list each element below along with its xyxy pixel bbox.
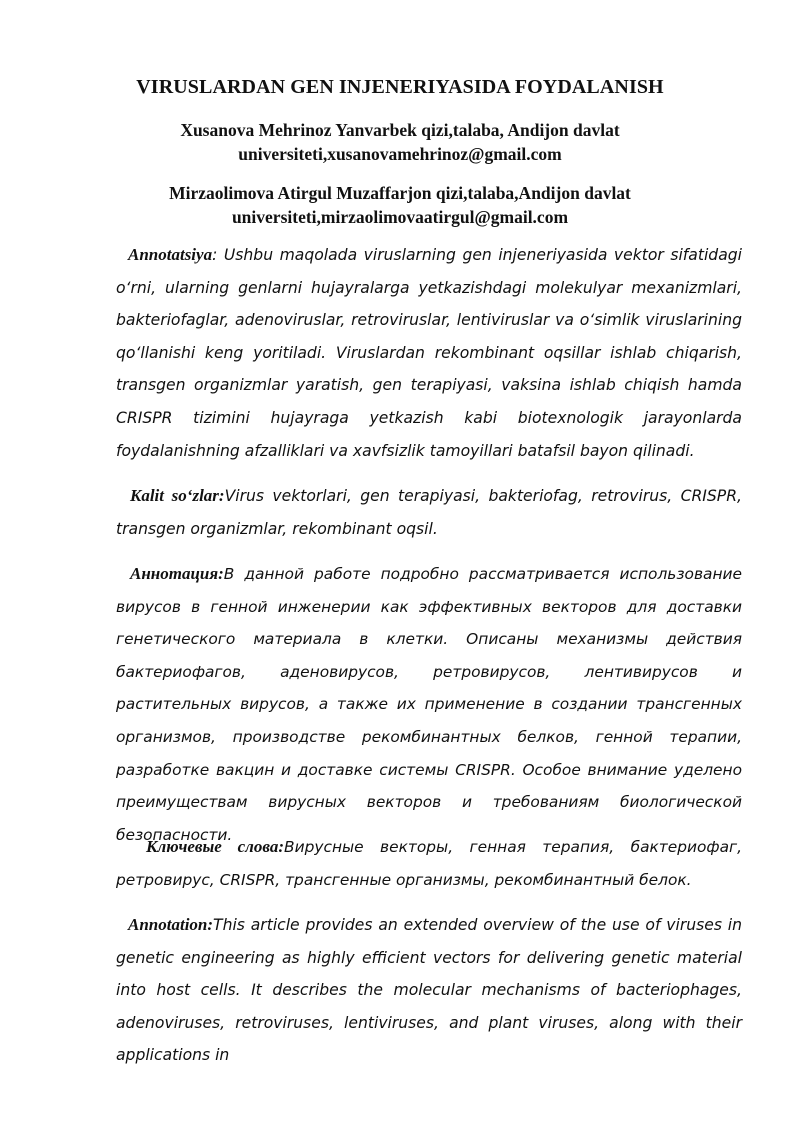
keywords-uz-label: Kalit so‘zlar: bbox=[130, 486, 225, 505]
author-2-affiliation-line: universiteti,mirzaolimovaatirgul@gmail.com bbox=[231, 207, 569, 227]
abstract-uz-label: Annotatsiya bbox=[128, 245, 213, 264]
paper-title: VIRUSLARDAN GEN INJENERIYASIDA FOYDALANISH bbox=[136, 76, 664, 98]
author-2-name-line: Mirzaolimova Atirgul Muzaffarjon qizi,talaba,Andijon davlat bbox=[169, 183, 631, 203]
keywords-ru-label: Ключевые слова: bbox=[146, 837, 285, 856]
abstract-ru-label: Аннотация: bbox=[130, 564, 224, 583]
keywords-ru-text: Вирусные векторы, генная терапия, бактериофаг, ретровирус, CRISPR, трансгенные организмы, рекомбинантный белок. bbox=[116, 838, 742, 889]
abstract-uz-text: : Ushbu maqolada viruslarning gen injeneriyasida vektor sifatidagi o‘rni, ularning genlarni hujayralarga yetkazishdagi molekulyar mexanizmlari, bakteriofaglar, adenoviruslar, retroviruslar, lentiviruslar va o‘simlik viruslarining qo‘llanishi keng yoritiladi. Viruslardan rekombinant oqsillar ishlab chiqarish, transgen organizmlar yaratish, gen terapiyasi, vaksina ishlab chiqish hamda CRISPR tizimini hujayraga yetkazish kabi biotexnologik jarayonlarda foydalanishning afzalliklari va xavfsizlik tamoyillari batafsil bayon qilinadi. bbox=[116, 246, 742, 460]
author-2 bbox=[120, 181, 680, 229]
abstract-ru bbox=[116, 558, 742, 851]
abstract-en bbox=[116, 909, 742, 1072]
abstract-uz bbox=[116, 239, 742, 467]
keywords-ru bbox=[116, 831, 742, 896]
abstract-ru-text: В данной работе подробно рассматривается использование вирусов в генной инженерии как эффективных векторов для доставки генетического материала в клетки. Описаны механизмы действия бактериофагов, аденовирусов, ретровирусов, лентивирусов и растительных вирусов, а также их применение в создании трансгенных организмов, производстве рекомбинантных белков, генной терапии, разработке вакцин и доставке системы CRISPR. Особое внимание уделено преимуществам вирусных векторов и требованиям биологической безопасности. bbox=[116, 565, 742, 844]
keywords-uz-text: Virus vektorlari, gen terapiyasi, bakteriofag, retrovirus, CRISPR, transgen organizmlar, rekombinant oqsil. bbox=[116, 487, 742, 538]
abstract-en-text: This article provides an extended overview of the use of viruses in genetic engineering as highly efficient vectors for delivering genetic material into host cells. It describes the molecular mechanisms of bacteriophages, adenoviruses, retroviruses, lentiviruses, and plant viruses, along with their applications in bbox=[116, 916, 742, 1065]
author-1-affiliation-line: universiteti,xusanovamehrinoz@gmail.com bbox=[238, 144, 562, 164]
keywords-uz bbox=[116, 480, 742, 545]
author-1-name-line: Xusanova Mehrinoz Yanvarbek qizi,talaba, Andijon davlat bbox=[180, 120, 620, 140]
abstract-en-label: Annotation: bbox=[128, 915, 214, 934]
author-1 bbox=[120, 118, 680, 166]
